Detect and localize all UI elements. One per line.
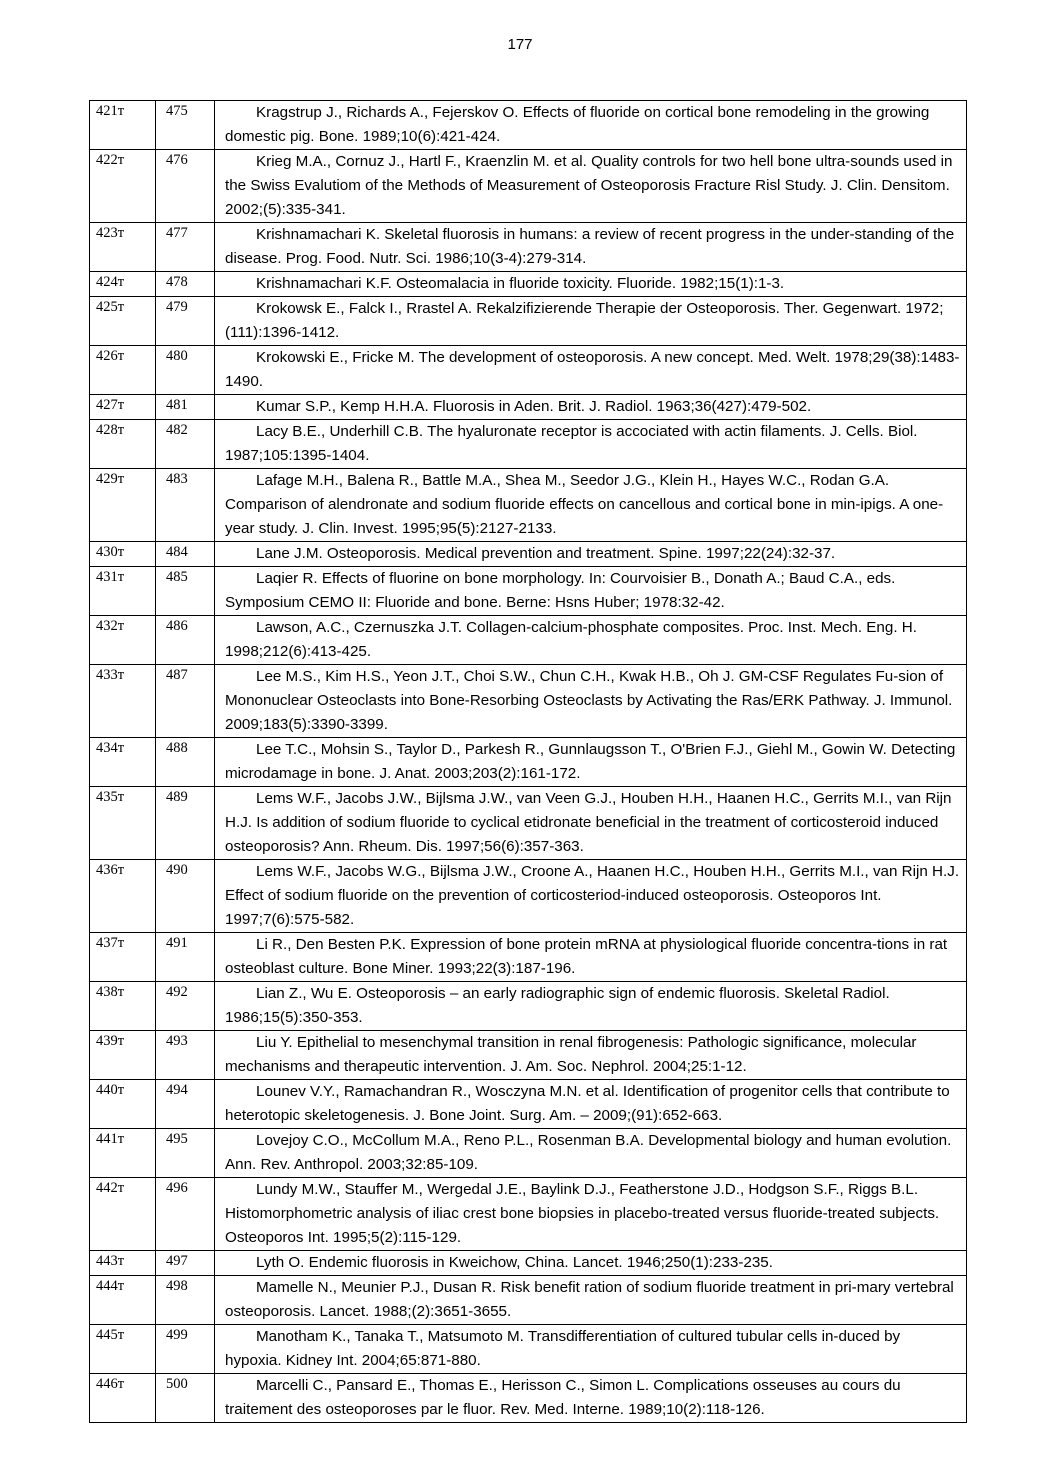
citation-cell: Lane J.M. Osteoporosis. Medical prevention and treatment. Spine. 1997;22(24):32-37. bbox=[215, 542, 967, 567]
table-row bbox=[90, 420, 967, 469]
reference-number-cell: 483 bbox=[156, 469, 215, 542]
table-row bbox=[90, 567, 967, 616]
reference-number-cell: 487 bbox=[156, 665, 215, 738]
reference-number-cell: 478 bbox=[156, 272, 215, 297]
table-row bbox=[90, 933, 967, 982]
reference-number-cell: 476 bbox=[156, 150, 215, 223]
citation-cell: Lee T.C., Mohsin S., Taylor D., Parkesh R., Gunnlaugsson T., O'Brien F.J., Giehl M., Gowin W. Detecting microdamage in bone. J. Anat. 2003;203(2):161-172. bbox=[215, 738, 967, 787]
row-number-cell: 427т bbox=[90, 395, 156, 420]
citation-cell: Laqier R. Effects of fluorine on bone morphology. In: Courvoisier B., Donath A.; Baud C.A., eds. Symposium CEMO II: Fluoride and bone. Berne: Hsns Huber; 1978:32-42. bbox=[215, 567, 967, 616]
reference-number-cell: 480 bbox=[156, 346, 215, 395]
table-row bbox=[90, 1129, 967, 1178]
table-row bbox=[90, 787, 967, 860]
references-table-body bbox=[90, 101, 967, 1423]
row-number-cell: 426т bbox=[90, 346, 156, 395]
citation-cell: Lafage M.H., Balena R., Battle M.A., Shea M., Seedor J.G., Klein H., Hayes W.C., Rodan G.A. Comparison of alendronate and sodium fluoride effects on cancellous and cortical bone in min-ipigs. A one-year study. J. Clin. Invest. 1995;95(5):2127-2133. bbox=[215, 469, 967, 542]
reference-number-cell: 490 bbox=[156, 860, 215, 933]
row-number-cell: 428т bbox=[90, 420, 156, 469]
citation-cell: Lundy M.W., Stauffer M., Wergedal J.E., Baylink D.J., Featherstone J.D., Hodgson S.F., Riggs B.L. Histomorphometric analysis of iliac crest bone biopsies in placebo-treated versus fluoride-treated subjects. Osteoporos Int. 1995;5(2):115-129. bbox=[215, 1178, 967, 1251]
table-row bbox=[90, 738, 967, 787]
row-number-cell: 425т bbox=[90, 297, 156, 346]
row-number-cell: 434т bbox=[90, 738, 156, 787]
reference-number-cell: 493 bbox=[156, 1031, 215, 1080]
reference-number-cell: 481 bbox=[156, 395, 215, 420]
citation-cell: Marcelli C., Pansard E., Thomas E., Herisson C., Simon L. Complications osseuses au cours du traitement des osteoporoses par le fluor. Rev. Med. Interne. 1989;10(2):118-126. bbox=[215, 1374, 967, 1423]
citation-cell: Lovejoy C.O., McCollum M.A., Reno P.L., Rosenman B.A. Developmental biology and human evolution. Ann. Rev. Anthropol. 2003;32:85-109. bbox=[215, 1129, 967, 1178]
reference-number-cell: 484 bbox=[156, 542, 215, 567]
reference-number-cell: 495 bbox=[156, 1129, 215, 1178]
reference-number-cell: 497 bbox=[156, 1251, 215, 1276]
row-number-cell: 435т bbox=[90, 787, 156, 860]
row-number-cell: 439т bbox=[90, 1031, 156, 1080]
citation-cell: Krieg M.A., Cornuz J., Hartl F., Kraenzlin M. et al. Quality controls for two hell bone ultra-sounds used in the Swiss Evalutiom of the Methods of Measurement of Osteoporosis Fracture Risl Study. J. Clin. Densitom. 2002;(5):335-341. bbox=[215, 150, 967, 223]
reference-number-cell: 485 bbox=[156, 567, 215, 616]
row-number-cell: 432т bbox=[90, 616, 156, 665]
citation-cell: Krokowski E., Fricke M. The development of osteoporosis. A new concept. Med. Welt. 1978;29(38):1483-1490. bbox=[215, 346, 967, 395]
table-row bbox=[90, 101, 967, 150]
table-row bbox=[90, 1251, 967, 1276]
row-number-cell: 437т bbox=[90, 933, 156, 982]
table-row bbox=[90, 665, 967, 738]
table-row bbox=[90, 395, 967, 420]
row-number-cell: 440т bbox=[90, 1080, 156, 1129]
table-row bbox=[90, 1031, 967, 1080]
reference-number-cell: 496 bbox=[156, 1178, 215, 1251]
table-row bbox=[90, 272, 967, 297]
row-number-cell: 438т bbox=[90, 982, 156, 1031]
row-number-cell: 436т bbox=[90, 860, 156, 933]
table-row bbox=[90, 1325, 967, 1374]
row-number-cell: 421т bbox=[90, 101, 156, 150]
reference-number-cell: 489 bbox=[156, 787, 215, 860]
citation-cell: Kumar S.P., Kemp H.H.A. Fluorosis in Aden. Brit. J. Radiol. 1963;36(427):479-502. bbox=[215, 395, 967, 420]
citation-cell: Lee M.S., Kim H.S., Yeon J.T., Choi S.W., Chun C.H., Kwak H.B., Oh J. GM-CSF Regulates Fu-sion of Mononuclear Osteoclasts into Bone-Resorbing Osteoclasts by Activating the Ras/ERK Pathway. J. Immunol. 2009;183(5):3390-3399. bbox=[215, 665, 967, 738]
table-row bbox=[90, 860, 967, 933]
citation-cell: Krishnamachari K. Skeletal fluorosis in humans: a review of recent progress in the under-standing of the disease. Prog. Food. Nutr. Sci. 1986;10(3-4):279-314. bbox=[215, 223, 967, 272]
reference-number-cell: 494 bbox=[156, 1080, 215, 1129]
table-row bbox=[90, 1374, 967, 1423]
citation-cell: Liu Y. Epithelial to mesenchymal transition in renal fibrogenesis: Pathologic significance, molecular mechanisms and therapeutic intervention. J. Am. Soc. Nephrol. 2004;25:1-12. bbox=[215, 1031, 967, 1080]
page-number: 177 bbox=[507, 36, 533, 53]
row-number-cell: 441т bbox=[90, 1129, 156, 1178]
reference-number-cell: 475 bbox=[156, 101, 215, 150]
reference-number-cell: 477 bbox=[156, 223, 215, 272]
row-number-cell: 423т bbox=[90, 223, 156, 272]
table-row bbox=[90, 469, 967, 542]
table-row bbox=[90, 1276, 967, 1325]
row-number-cell: 445т bbox=[90, 1325, 156, 1374]
table-row bbox=[90, 346, 967, 395]
reference-number-cell: 492 bbox=[156, 982, 215, 1031]
row-number-cell: 422т bbox=[90, 150, 156, 223]
row-number-cell: 429т bbox=[90, 469, 156, 542]
row-number-cell: 442т bbox=[90, 1178, 156, 1251]
references-table bbox=[89, 100, 967, 1423]
reference-number-cell: 499 bbox=[156, 1325, 215, 1374]
reference-number-cell: 479 bbox=[156, 297, 215, 346]
citation-cell: Manotham K., Tanaka T., Matsumoto M. Transdifferentiation of cultured tubular cells in-duced by hypoxia. Kidney Int. 2004;65:871-880. bbox=[215, 1325, 967, 1374]
reference-number-cell: 482 bbox=[156, 420, 215, 469]
table-row bbox=[90, 1080, 967, 1129]
citation-cell: Krishnamachari K.F. Osteomalacia in fluoride toxicity. Fluoride. 1982;15(1):1-3. bbox=[215, 272, 967, 297]
citation-cell: Lyth O. Endemic fluorosis in Kweichow, China. Lancet. 1946;250(1):233-235. bbox=[215, 1251, 967, 1276]
row-number-cell: 433т bbox=[90, 665, 156, 738]
reference-number-cell: 488 bbox=[156, 738, 215, 787]
reference-number-cell: 498 bbox=[156, 1276, 215, 1325]
row-number-cell: 424т bbox=[90, 272, 156, 297]
citation-cell: Lian Z., Wu E. Osteoporosis – an early radiographic sign of endemic fluorosis. Skeletal Radiol. 1986;15(5):350-353. bbox=[215, 982, 967, 1031]
citation-cell: Lems W.F., Jacobs W.G., Bijlsma J.W., Croone A., Haanen H.C., Houben H.H., Gerrits M.I., van Rijn H.J. Effect of sodium fluoride on the prevention of corticosteriod-induced osteoporosis. Osteoporos Int. 1997;7(6):575-582. bbox=[215, 860, 967, 933]
reference-number-cell: 486 bbox=[156, 616, 215, 665]
citation-cell: Mamelle N., Meunier P.J., Dusan R. Risk benefit ration of sodium fluoride treatment in pri-mary vertebral osteoporosis. Lancet. 1988;(2):3651-3655. bbox=[215, 1276, 967, 1325]
citation-cell: Lawson, A.C., Czernuszka J.T. Collagen-calcium-phosphate composites. Proc. Inst. Mech. Eng. H. 1998;212(6):413-425. bbox=[215, 616, 967, 665]
citation-cell: Lems W.F., Jacobs J.W., Bijlsma J.W., van Veen G.J., Houben H.H., Haanen H.C., Gerrits M.I., van Rijn H.J. Is addition of sodium fluoride to cyclical etidronate beneficial in the treatment of corticosteroid induced osteoporosis? Ann. Rheum. Dis. 1997;56(6):357-363. bbox=[215, 787, 967, 860]
table-row bbox=[90, 1178, 967, 1251]
citation-cell: Krokowsk E., Falck I., Rrastel A. Rekalzifizierende Therapie der Osteoporosis. Ther. Gegenwart. 1972;(111):1396-1412. bbox=[215, 297, 967, 346]
row-number-cell: 446т bbox=[90, 1374, 156, 1423]
table-row bbox=[90, 616, 967, 665]
citation-cell: Lacy B.E., Underhill C.B. The hyaluronate receptor is accociated with actin filaments. J. Cells. Biol. 1987;105:1395-1404. bbox=[215, 420, 967, 469]
row-number-cell: 430т bbox=[90, 542, 156, 567]
table-row bbox=[90, 150, 967, 223]
table-row bbox=[90, 542, 967, 567]
table-row bbox=[90, 982, 967, 1031]
table-row bbox=[90, 297, 967, 346]
reference-number-cell: 500 bbox=[156, 1374, 215, 1423]
table-row bbox=[90, 223, 967, 272]
reference-number-cell: 491 bbox=[156, 933, 215, 982]
citation-cell: Li R., Den Besten P.K. Expression of bone protein mRNA at physiological fluoride concentra-tions in rat osteoblast culture. Bone Miner. 1993;22(3):187-196. bbox=[215, 933, 967, 982]
row-number-cell: 443т bbox=[90, 1251, 156, 1276]
row-number-cell: 431т bbox=[90, 567, 156, 616]
row-number-cell: 444т bbox=[90, 1276, 156, 1325]
citation-cell: Kragstrup J., Richards A., Fejerskov O. Effects of fluoride on cortical bone remodeling in the growing domestic pig. Bone. 1989;10(6):421-424. bbox=[215, 101, 967, 150]
citation-cell: Lounev V.Y., Ramachandran R., Wosczyna M.N. et al. Identification of progenitor cells that contribute to heterotopic skeletogenesis. J. Bone Joint. Surg. Am. – 2009;(91):652-663. bbox=[215, 1080, 967, 1129]
